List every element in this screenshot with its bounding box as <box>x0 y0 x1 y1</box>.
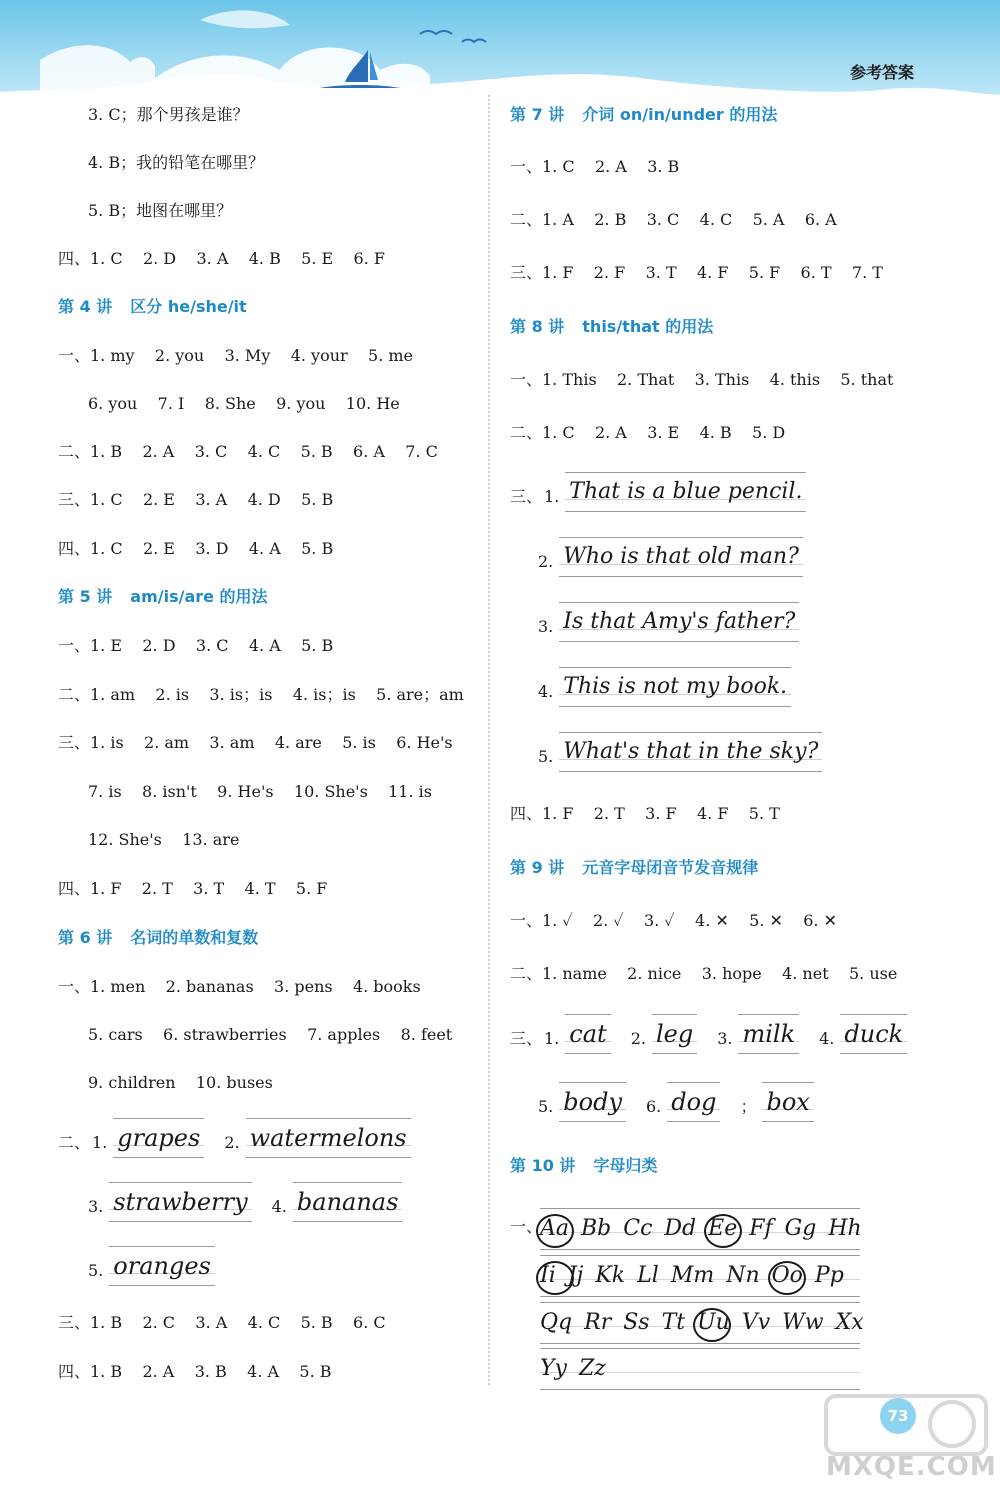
word-row <box>510 1014 907 1058</box>
alphabet-row <box>540 1348 860 1390</box>
section-heading <box>58 292 247 322</box>
answer-line: 5. B；地图在哪里？ <box>88 201 233 220</box>
alphabet-row <box>540 1302 864 1344</box>
item-number: 3. <box>538 617 554 636</box>
letter-pair: Vv <box>741 1310 771 1335</box>
page-header-title: 参考答案 <box>849 63 914 82</box>
question-prefix: 二、 <box>58 1133 91 1152</box>
section-title: 名词的单数和复数 <box>130 928 259 947</box>
section-number: 第 7 讲 <box>510 105 565 124</box>
letter-pair: Mm <box>670 1263 715 1288</box>
section-heading <box>510 853 758 883</box>
item-number: 4. <box>271 1197 287 1216</box>
letter-pair: Jj <box>567 1263 584 1288</box>
letter-pair: Ff <box>749 1216 773 1241</box>
section-title: this/that 的用法 <box>582 317 714 336</box>
word-row <box>538 1082 814 1126</box>
section-heading <box>510 100 777 130</box>
item-number: 4. <box>538 682 554 701</box>
item-number: 2. <box>538 552 554 571</box>
answer-line: 9. children 10. buses <box>88 1073 273 1092</box>
item-number: 2. <box>224 1133 240 1152</box>
section-heading <box>58 582 268 612</box>
page-number: 73 <box>880 1398 916 1434</box>
answer-line: 一、1. my 2. you 3. My 4. your 5. me <box>58 346 414 365</box>
letter-pair: Cc <box>623 1216 653 1241</box>
answer-line: 三、1. B 2. C 3. A 4. C 5. B 6. C <box>58 1313 386 1332</box>
letter-pair-circled: Ee <box>708 1209 737 1249</box>
letter-pair: Rr <box>584 1310 612 1335</box>
section-number: 第 5 讲 <box>58 587 113 606</box>
letter-pair: Dd <box>664 1216 697 1241</box>
handwritten-sentence: What's that in the sky? <box>559 732 822 772</box>
item-number: 6. <box>646 1097 662 1116</box>
handwritten-answer: box <box>762 1082 813 1122</box>
letter-pair: Bb <box>581 1216 612 1241</box>
letter-pair: Yy <box>540 1356 567 1381</box>
letter-pair: Zz <box>578 1356 606 1381</box>
answer-line: 三、1. C 2. E 3. A 4. D 5. B <box>58 490 334 509</box>
handwritten-answer: cat <box>565 1014 610 1054</box>
letter-pair: Ww <box>782 1310 824 1335</box>
header-banner <box>0 0 1000 100</box>
answer-line: 四、1. C 2. E 3. D 4. A 5. B <box>58 539 334 558</box>
answer-line: 一、1. This 2. That 3. This 4. this 5. that <box>510 370 894 389</box>
answer-line: 四、1. C 2. D 3. A 4. B 5. E 6. F <box>58 249 385 268</box>
letter-pair: Pp <box>814 1263 844 1288</box>
answer-line: 四、1. F 2. T 3. T 4. T 5. F <box>58 879 328 898</box>
handwritten-answer: milk <box>738 1014 799 1054</box>
item-number: ； <box>740 1097 757 1116</box>
column-divider <box>488 95 490 1385</box>
handwritten-answer: bananas <box>293 1182 403 1222</box>
section-title: 字母归类 <box>593 1156 658 1175</box>
item-number: 5. <box>538 747 554 766</box>
item-number: 5. <box>538 1097 554 1116</box>
handwritten-sentence: Is that Amy's father? <box>559 602 799 642</box>
sentence-row <box>538 602 799 646</box>
item-number: 3. <box>717 1029 733 1048</box>
item-number: 1. <box>544 487 560 506</box>
handwritten-answer: dog <box>667 1082 720 1122</box>
alphabet-row <box>540 1255 860 1297</box>
letter-pair-circled: Aa <box>540 1209 569 1249</box>
answer-line: 四、1. F 2. T 3. F 4. F 5. T <box>510 804 780 823</box>
letter-pair: Xx <box>835 1310 864 1335</box>
handwritten-sentence: This is not my book. <box>559 667 791 707</box>
section-title: 元音字母闭音节发音规律 <box>582 858 759 877</box>
item-number: 2. <box>630 1029 646 1048</box>
section-number: 第 8 讲 <box>510 317 565 336</box>
answer-line: 二、1. A 2. B 3. C 4. C 5. A 6. A <box>510 210 837 229</box>
section-number: 第 6 讲 <box>58 928 113 947</box>
section-title: am/is/are 的用法 <box>130 587 268 606</box>
answer-line: 二、1. C 2. A 3. E 4. B 5. D <box>510 423 786 442</box>
alphabet-row <box>540 1208 860 1250</box>
letter-pair: Tt <box>661 1310 686 1335</box>
sentence-row <box>538 537 803 581</box>
handwritten-answer: oranges <box>109 1246 215 1286</box>
answer-line: 3. C；那个男孩是谁？ <box>88 105 249 124</box>
answer-line: 三、1. is 2. am 3. am 4. are 5. is 6. He's <box>58 733 453 752</box>
answer-line: 一、1. ✓ 2. ✓ 3. ✓ 4. ✕ 5. ✕ 6. ✕ <box>510 911 838 930</box>
handwritten-sentence: That is a blue pencil. <box>565 472 806 512</box>
letter-pair: Ll <box>637 1263 659 1288</box>
sentence-row <box>538 667 791 711</box>
answer-line: 6. you 7. I 8. She 9. you 10. He <box>88 394 400 413</box>
letter-pair: Nn <box>726 1263 760 1288</box>
item-number: 1. <box>92 1133 108 1152</box>
question-prefix: 一、 <box>510 1217 543 1236</box>
answer-line: 一、1. C 2. A 3. B <box>510 157 680 176</box>
item-number: 5. <box>88 1261 104 1280</box>
answer-line: 5. cars 6. strawberries 7. apples 8. feet <box>88 1025 453 1044</box>
section-number: 第 9 讲 <box>510 858 565 877</box>
answer-line: 四、1. B 2. A 3. B 4. A 5. B <box>58 1362 332 1381</box>
answer-line: 二、1. name 2. nice 3. hope 4. net 5. use <box>510 964 898 983</box>
handwritten-answer: grapes <box>113 1118 204 1158</box>
item-number: 1. <box>544 1029 560 1048</box>
letter-pair-circled: Ii <box>540 1256 556 1296</box>
answer-line: 4. B；我的铅笔在哪里？ <box>88 153 265 172</box>
handwritten-answer: strawberry <box>109 1182 251 1222</box>
letter-pair: Gg <box>784 1216 817 1241</box>
handwriting-row <box>88 1182 402 1226</box>
watermark-text: MXQE.COM <box>826 1452 997 1482</box>
section-title: 区分 he/she/it <box>130 297 247 316</box>
sentence-row <box>510 472 806 516</box>
answer-line: 三、1. F 2. F 3. T 4. F 5. F 6. T 7. T <box>510 263 883 282</box>
section-heading <box>510 312 713 342</box>
answer-line: 二、1. am 2. is 3. is；is 4. is；is 5. are；am <box>58 685 464 704</box>
handwritten-answer: leg <box>652 1014 697 1054</box>
handwritten-sentence: Who is that old man? <box>559 537 803 577</box>
handwritten-answer: watermelons <box>246 1118 411 1158</box>
sentence-row <box>538 732 822 776</box>
question-prefix: 三、 <box>510 1029 543 1048</box>
item-number: 4. <box>819 1029 835 1048</box>
handwriting-row <box>88 1246 215 1290</box>
section-number: 第 4 讲 <box>58 297 113 316</box>
handwritten-answer: body <box>559 1082 626 1122</box>
letter-pair: Hh <box>828 1216 862 1241</box>
item-number: 3. <box>88 1197 104 1216</box>
section-number: 第 10 讲 <box>510 1156 576 1175</box>
answer-line: 一、1. E 2. D 3. C 4. A 5. B <box>58 636 334 655</box>
answer-line: 二、1. B 2. A 3. C 4. C 5. B 6. A 7. C <box>58 442 438 461</box>
section-title: 介词 on/in/under 的用法 <box>582 105 778 124</box>
section-heading <box>510 1151 657 1181</box>
letter-pair: Ss <box>623 1310 650 1335</box>
handwriting-row <box>58 1118 411 1162</box>
section-heading <box>58 923 258 953</box>
question-prefix: 三、 <box>510 487 543 506</box>
letter-pair: Qq <box>540 1310 573 1335</box>
letter-pair-circled: Uu <box>697 1303 730 1343</box>
answer-line: 12. She's 13. are <box>88 830 240 849</box>
letter-pair-circled: Oo <box>772 1256 803 1296</box>
handwritten-answer: duck <box>840 1014 907 1054</box>
letter-pair: Kk <box>595 1263 626 1288</box>
answer-line: 7. is 8. isn't 9. He's 10. She's 11. is <box>88 782 432 801</box>
answer-line: 一、1. men 2. bananas 3. pens 4. books <box>58 977 421 996</box>
